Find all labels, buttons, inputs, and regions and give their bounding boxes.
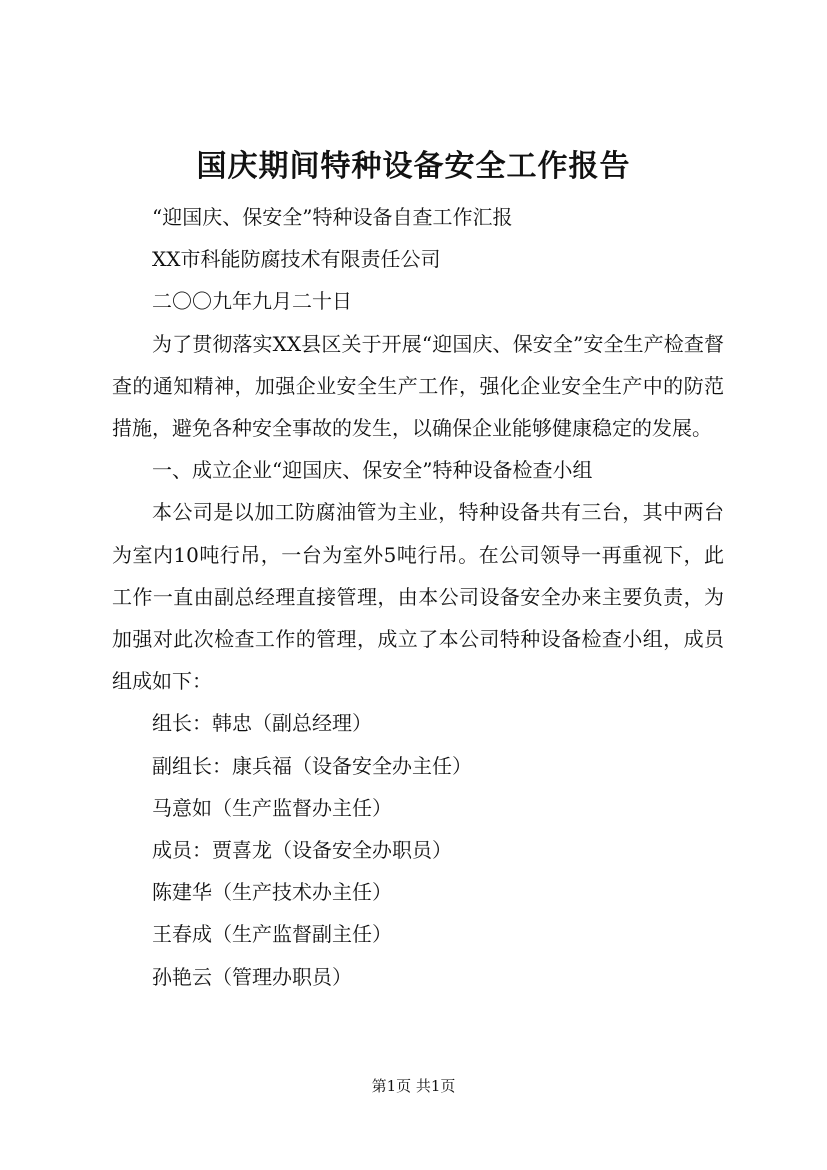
subtitle-paragraph: “迎国庆、保安全”特种设备自查工作汇报: [152, 205, 513, 229]
member-line: 陈建华（生产技术办主任）: [152, 880, 392, 905]
member-line: 孙艳云（管理办职员）: [152, 964, 352, 989]
member-line-members: 成员：贾喜龙（设备安全办职员）: [152, 838, 452, 863]
section-heading: 一、成立企业“迎国庆、保安全”特种设备检查小组: [152, 458, 593, 483]
intro-paragraph: 为了贯彻落实XX县区关于开展“迎国庆、保安全”安全生产检查督查的通知精神，加强企业安全生产工作，强化企业安全生产中的防范措施，避免各种安全事故的发生，以确保企业能够健康稳定的发展。: [112, 331, 724, 441]
member-line: 马意如（生产监督办主任）: [152, 795, 392, 820]
company-description-paragraph: 本公司是以加工防腐油管为主业，特种设备共有三台，其中两台为室内10吨行吊，一台为室外5吨行吊。在公司领导一再重视下，此工作一直由副总经理直接管理，由本公司设备安全办来主要负责，为加强对此次检查工作的管理，成立了本公司特种设备检查小组，成员组成如下：: [112, 500, 724, 694]
date-paragraph: 二〇〇九年九月二十日: [152, 289, 352, 314]
member-line-deputy-leader: 副组长：康兵福（设备安全办主任）: [152, 753, 472, 778]
page-footer: 第1页 共1页: [371, 1077, 456, 1095]
document-title: 国庆期间特种设备安全工作报告: [196, 149, 631, 184]
document-body: [112, 196, 724, 998]
member-line: 王春成（生产监督副主任）: [152, 922, 392, 947]
member-line-leader: 组长：韩忠（副总经理）: [152, 711, 372, 736]
company-name-paragraph: XX市科能防腐技术有限责任公司: [152, 247, 441, 272]
